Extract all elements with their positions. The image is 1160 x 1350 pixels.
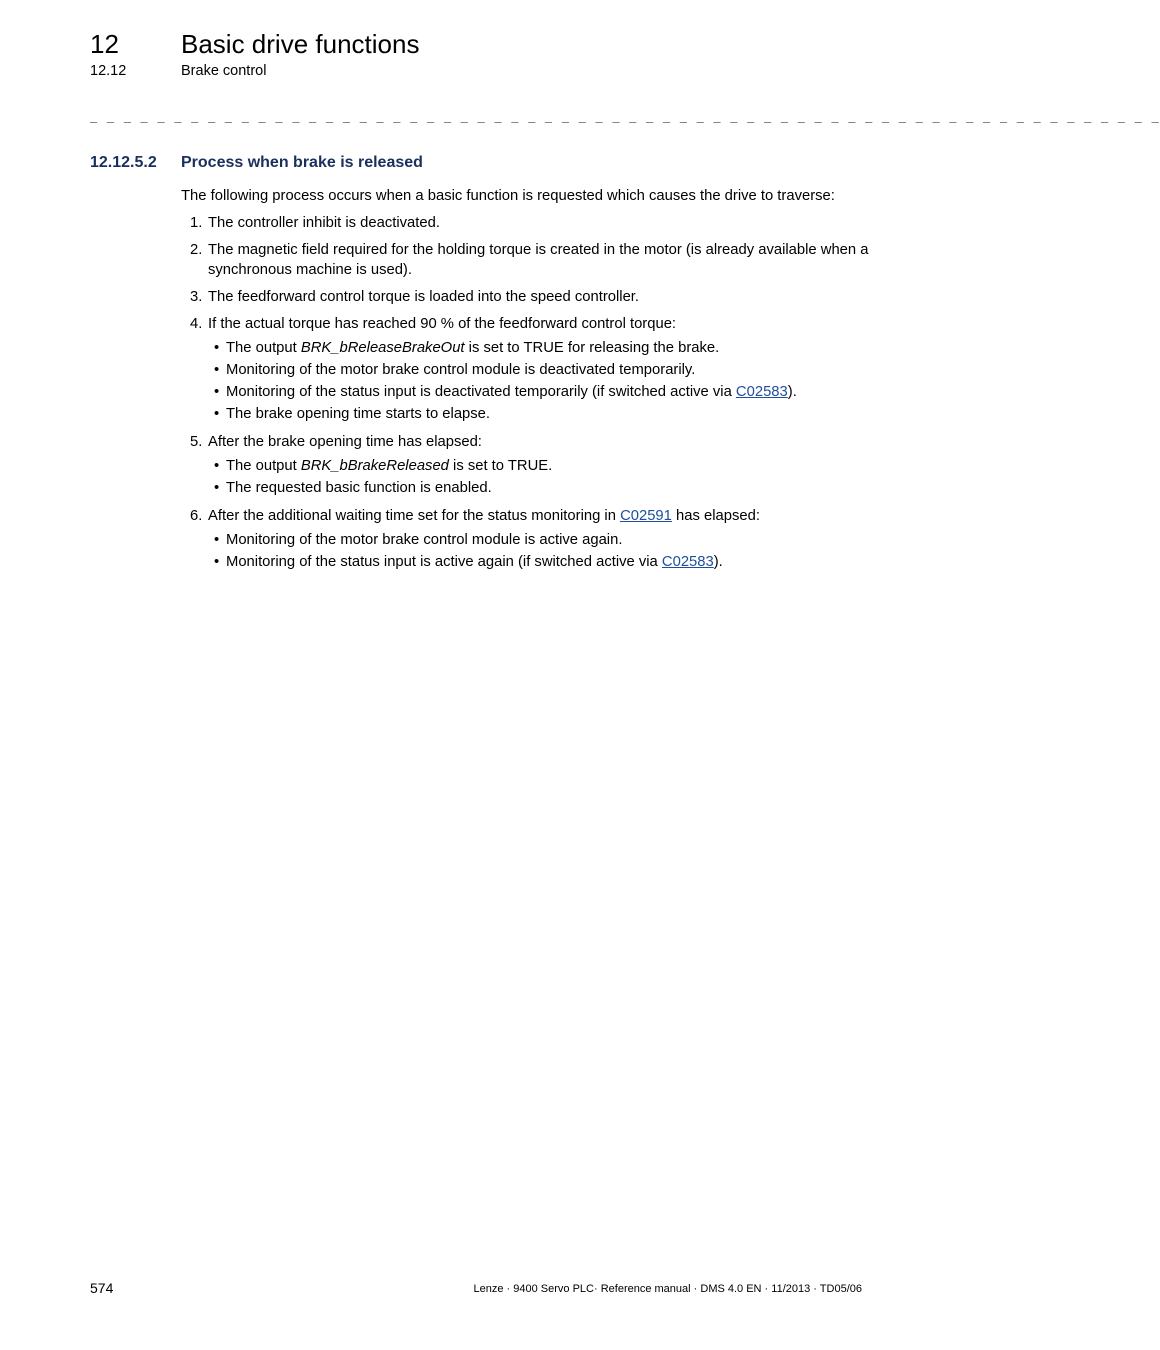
step-text: The magnetic field required for the holding torque is created in the motor (is already available when a synchronous machine is used).: [208, 242, 869, 278]
step-number: 6.: [190, 508, 203, 524]
bullet-marker: •: [214, 480, 220, 496]
body-content: [181, 186, 871, 580]
bullet-item: [208, 337, 871, 359]
step-text: has elapsed:: [671, 508, 760, 524]
step-text: After the additional waiting time set for the status monitoring in: [208, 508, 621, 524]
bullet-text: Monitoring of the status input is deactivated temporarily (if switched active via: [226, 384, 736, 400]
step-number: 3.: [190, 289, 203, 305]
step-number: 5.: [190, 434, 203, 450]
intro-paragraph: The following process occurs when a basic function is requested which causes the drive to traverse:: [181, 188, 835, 204]
step-item: [181, 287, 871, 307]
bullet-item: [208, 403, 871, 425]
bullet-text: The output: [226, 458, 301, 474]
bullet-marker: •: [214, 458, 220, 474]
step-number: 2.: [190, 242, 203, 258]
bullet-item: [208, 529, 871, 551]
bullet-item: [208, 477, 871, 499]
step-item: [181, 506, 871, 573]
chapter-title: Basic drive functions: [181, 29, 420, 59]
bullet-text: The output: [226, 340, 301, 356]
bullet-text: Monitoring of the motor brake control module is deactivated temporarily.: [226, 362, 696, 378]
bullet-list: [208, 529, 871, 573]
signal-name: BRK_bBrakeReleased: [300, 458, 449, 474]
process-steps: [181, 213, 871, 573]
code-link-c02583[interactable]: C02583: [661, 554, 714, 570]
bullet-item: [208, 455, 871, 477]
bullet-text: ).: [787, 384, 797, 400]
step-text: The controller inhibit is deactivated.: [208, 215, 440, 231]
step-item: [181, 432, 871, 499]
bullet-marker: •: [214, 362, 220, 378]
step-item: [181, 213, 871, 233]
header-divider: _ _ _ _ _ _ _ _ _ _ _ _ _ _ _ _ _ _ _ _ _ _ _ _ _ _ _ _ _ _ _ _ _ _ _ _ _ _ _ _ _ _ _ _ _ _ _ _ _ _ _ _ _ _ _ _ _ _ _ _ _ _ _ _: [90, 109, 1160, 123]
step-item: [181, 314, 871, 425]
subsection-title: Process when brake is released: [181, 154, 423, 171]
step-text: If the actual torque has reached 90 % of the feedforward control torque:: [208, 316, 677, 332]
bullet-marker: •: [214, 384, 220, 400]
bullet-item: [208, 381, 871, 403]
section-title: Brake control: [181, 63, 267, 79]
step-number: 1.: [190, 215, 203, 231]
step-text: The feedforward control torque is loaded into the speed controller.: [208, 289, 640, 305]
code-link-c02583[interactable]: C02583: [735, 384, 788, 400]
step-number: 4.: [190, 316, 203, 332]
bullet-text: Monitoring of the motor brake control module is active again.: [226, 532, 623, 548]
footer-doc-info: Lenze · 9400 Servo PLC· Reference manual · DMS 4.0 EN · 11/2013 · TD05/06: [473, 1283, 862, 1295]
bullet-marker: •: [214, 532, 220, 548]
subsection-number: 12.12.5.2: [90, 154, 157, 171]
page-number: 574: [90, 1280, 114, 1296]
signal-name: BRK_bReleaseBrakeOut: [300, 340, 465, 356]
bullet-item: [208, 551, 871, 573]
step-item: [181, 240, 871, 280]
code-link-c02591[interactable]: C02591: [620, 508, 672, 524]
bullet-marker: •: [214, 340, 220, 356]
bullet-text: Monitoring of the status input is active again (if switched active via: [226, 554, 662, 570]
bullet-item: [208, 359, 871, 381]
bullet-text: ).: [713, 554, 723, 570]
bullet-marker: •: [214, 554, 220, 570]
bullet-text: The brake opening time starts to elapse.: [226, 406, 491, 422]
bullet-text: is set to TRUE.: [448, 458, 553, 474]
bullet-list: [208, 455, 871, 499]
bullet-text: The requested basic function is enabled.: [226, 480, 492, 496]
bullet-list: [208, 337, 871, 425]
bullet-marker: •: [214, 406, 220, 422]
bullet-text: is set to TRUE for releasing the brake.: [464, 340, 720, 356]
step-text: After the brake opening time has elapsed:: [208, 434, 482, 450]
section-number: 12.12: [90, 63, 127, 79]
chapter-number: 12: [90, 29, 119, 59]
